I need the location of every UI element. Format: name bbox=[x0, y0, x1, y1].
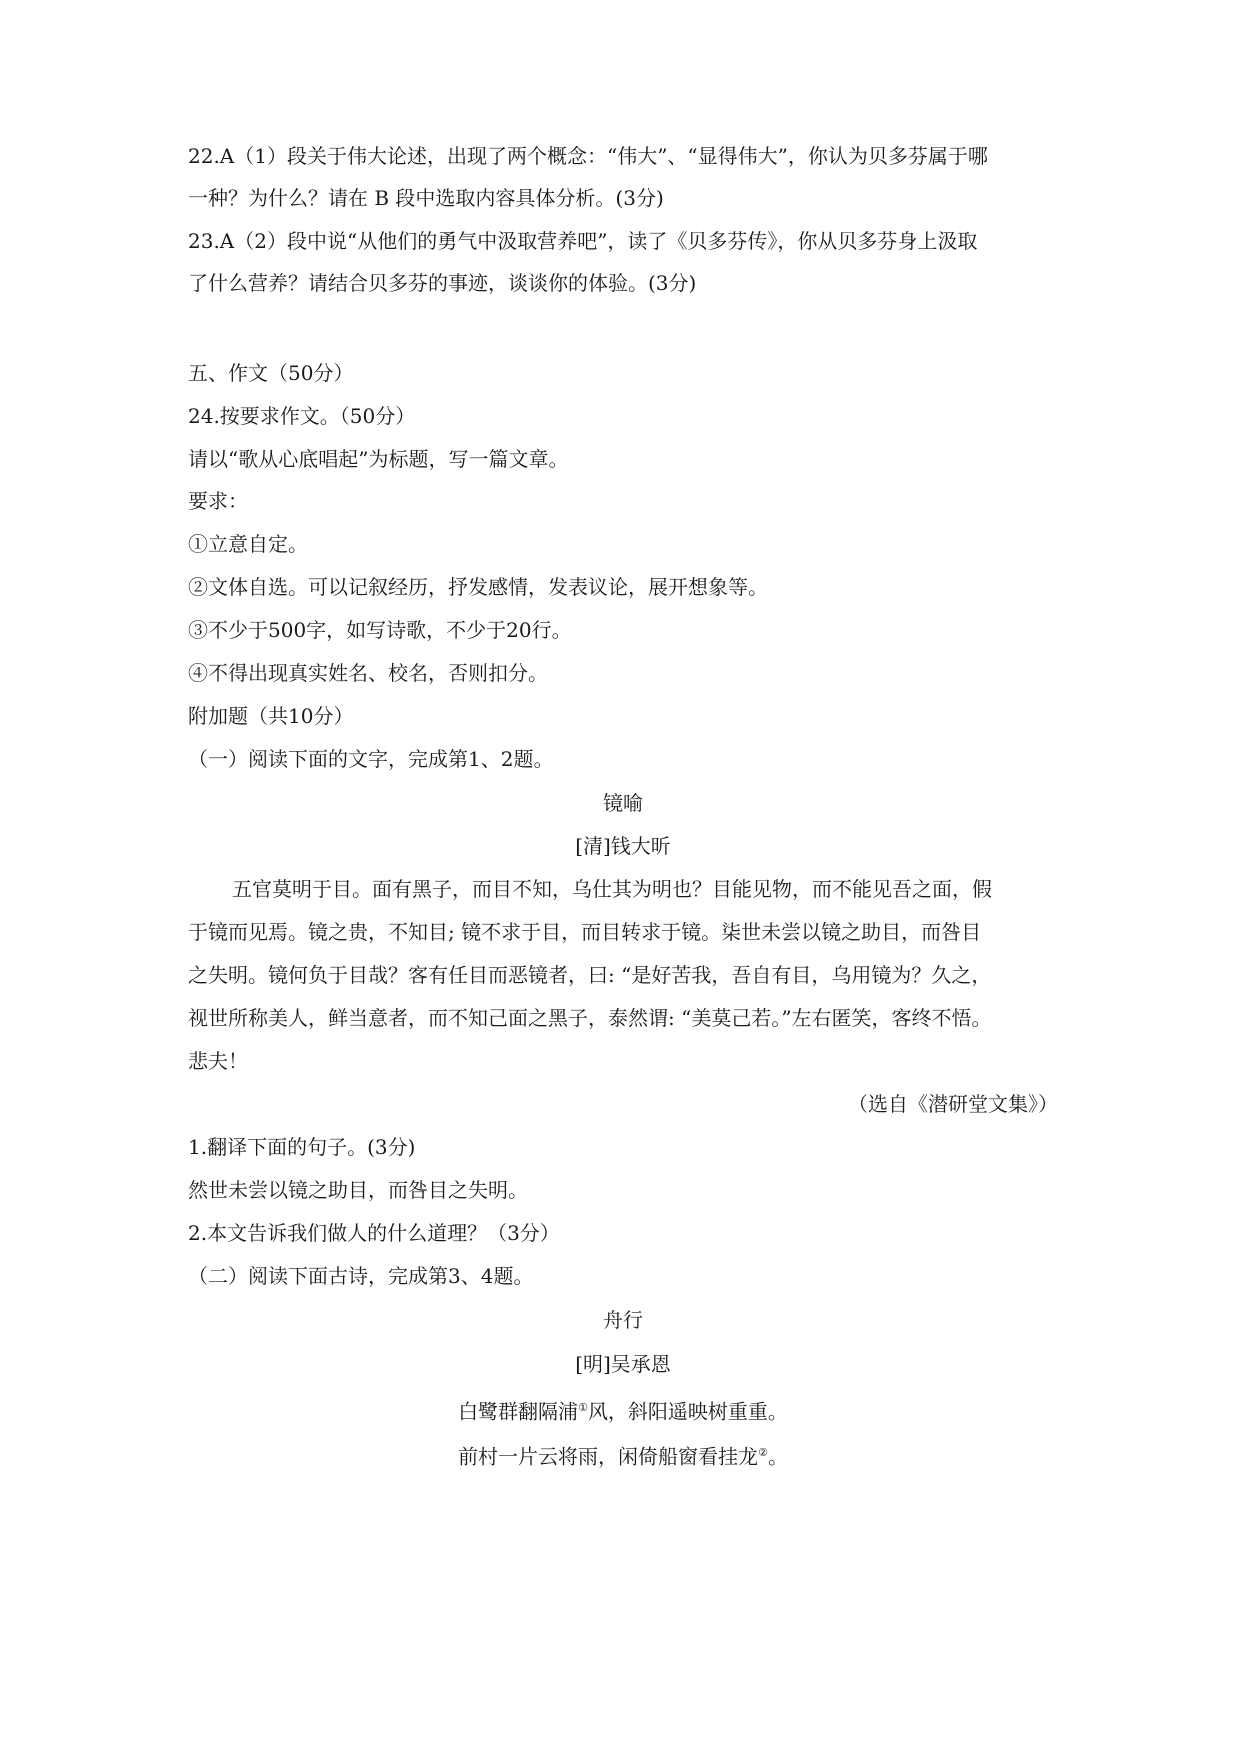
poem-line-1-part-b: 风，斜阳遥映树重重。 bbox=[587, 1399, 788, 1424]
poem-line-2-part-b: 。 bbox=[767, 1444, 788, 1469]
text1-paragraph-line-3: 之失明。镜何负于目哉？客有任目而恶镜者，曰: “是好苦我，吾自有目，乌用镜为？久之， bbox=[188, 963, 992, 987]
text1-paragraph-line-1: 五官莫明于目。面有黑子，而目不知，乌仕其为明也？目能见物，而不能见吾之面，假 bbox=[232, 877, 992, 901]
bonus-q1: 1.翻译下面的句子。(3分) bbox=[188, 1135, 416, 1159]
text1-title: 镜喻 bbox=[603, 791, 643, 815]
poem-title: 舟行 bbox=[603, 1308, 643, 1332]
poem-line-2 bbox=[188, 1440, 1058, 1470]
bonus-q1-sentence: 然世未尝以镜之助目，而咎目之失明。 bbox=[188, 1178, 528, 1202]
poem-line-2-part-a: 前村一片云将雨，闲倚船窗看挂龙 bbox=[458, 1444, 759, 1469]
essay-prompt: 请以“歌从心底唱起”为标题，写一篇文章。 bbox=[188, 447, 569, 471]
requirement-4: ④不得出现真实姓名、校名，否则扣分。 bbox=[188, 661, 548, 685]
poem-line-1 bbox=[188, 1395, 1058, 1425]
q24-title: 24.按要求作文。（50分） bbox=[188, 404, 416, 428]
footnote-marker-1: ① bbox=[578, 1401, 588, 1414]
bonus-part1-intro: （一）阅读下面的文字，完成第1、2题。 bbox=[188, 747, 554, 771]
text1-paragraph-line-4: 视世所称美人，鲜当意者，而不知己面之黑子，泰然谓: “美莫己若。”左右匿笑，客终不悟。 bbox=[188, 1006, 992, 1030]
footnote-marker-2: ② bbox=[758, 1446, 768, 1459]
text1-paragraph-line-2: 于镜而见焉。镜之贵，不知目; 镜不求于目，而目转求于镜。柒世未尝以镜之助目，而咎目 bbox=[188, 920, 982, 944]
poem-author: [明]吴承恩 bbox=[575, 1352, 671, 1376]
poem-line-1-part-a: 白鹭群翻隔浦 bbox=[458, 1399, 579, 1424]
requirement-1: ①立意自定。 bbox=[188, 532, 308, 556]
q22-line-1: 22.A（1）段关于伟大论述，出现了两个概念：“伟大”、“显得伟大”，你认为贝多芬属于哪 bbox=[188, 144, 988, 168]
bonus-q2: 2.本文告诉我们做人的什么道理？（3分） bbox=[188, 1221, 560, 1245]
text1-source: （选自《潜研堂文集》） bbox=[848, 1092, 1058, 1116]
q23-line-1: 23.A（2）段中说“从他们的勇气中汲取营养吧”，读了《贝多芬传》，你从贝多芬身上汲取 bbox=[188, 229, 978, 253]
bonus-part2-intro: （二）阅读下面古诗，完成第3、4题。 bbox=[188, 1264, 534, 1288]
requirements-label: 要求： bbox=[188, 489, 248, 513]
requirement-3: ③不少于500字，如写诗歌，不少于20行。 bbox=[188, 618, 572, 642]
bonus-heading: 附加题（共10分） bbox=[188, 704, 354, 728]
requirement-2: ②文体自选。可以记叙经历，抒发感情，发表议论，展开想象等。 bbox=[188, 575, 768, 599]
q22-line-2: 一种？为什么？请在 B 段中选取内容具体分析。(3分) bbox=[188, 186, 664, 210]
text1-paragraph-line-5: 悲夫！ bbox=[188, 1049, 248, 1073]
section5-heading: 五、作文（50分） bbox=[188, 361, 354, 385]
q23-line-2: 了什么营养？请结合贝多芬的事迹，谈谈你的体验。(3分) bbox=[188, 271, 697, 295]
text1-author: [清]钱大昕 bbox=[575, 834, 671, 858]
